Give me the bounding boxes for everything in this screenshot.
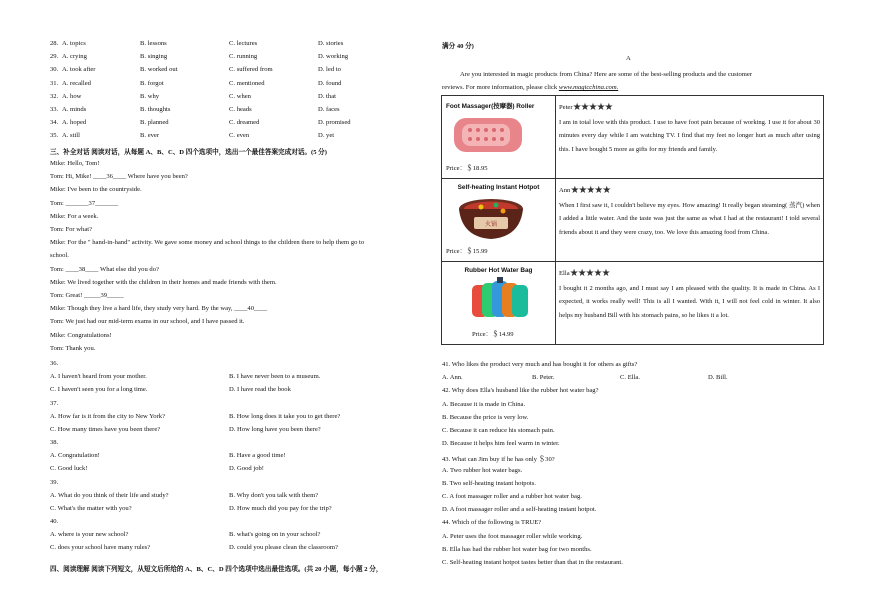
question-number: 35. bbox=[50, 132, 59, 140]
option-d: D. found bbox=[318, 79, 342, 87]
rating-stars-icon: ★★★★★ bbox=[572, 102, 613, 113]
review-cell bbox=[556, 262, 824, 345]
review-text: I bought it 2 months ago, and I must say I am pleased with the quality. It is made in China. As I expected, it works really well! This is all I wanted. With it, I will not feel cold in winter. It also helps my husband Bill with his stomach pains, so he likes it a lot. bbox=[559, 285, 820, 319]
dialogue-line: Mike: Hello, Tom! bbox=[50, 160, 100, 167]
foot-massager-image bbox=[450, 112, 526, 158]
option-d: D. yet bbox=[318, 132, 335, 140]
question-number: 33. bbox=[50, 106, 59, 113]
dialogue-line: Mike: For the " hand-in-hand" activity. We gave some money and school things to the children there to help them go to bbox=[50, 239, 365, 247]
option-d: D. working bbox=[318, 53, 349, 61]
passage-label: A bbox=[626, 55, 631, 62]
svg-text:火锅: 火锅 bbox=[484, 221, 498, 228]
question-number: 28. bbox=[50, 40, 59, 47]
product-name: Rubber Hot Water Bag bbox=[464, 267, 533, 274]
option: C. Self-heating instant hotpot tastes better than that in the restaurant. bbox=[442, 559, 623, 566]
option-d: D. How long have you been there? bbox=[229, 425, 321, 433]
option-a: A. where is your new school? bbox=[50, 531, 129, 539]
option-b: B. lessons bbox=[140, 40, 167, 47]
option-d: D. stories bbox=[318, 40, 344, 47]
dialogue-line: Mike: For a week. bbox=[50, 212, 99, 220]
product-name: Self-heating Instant Hotpot bbox=[457, 184, 540, 191]
option-a: A. still bbox=[62, 132, 80, 140]
option-c: C. when bbox=[229, 92, 251, 100]
option: C. A foot massager roller and a rubber hot water bag. bbox=[442, 493, 582, 500]
option-c: C. Ella. bbox=[620, 374, 640, 382]
dialogue-line: Tom: For what? bbox=[50, 226, 93, 233]
question-number: 34. bbox=[50, 119, 59, 127]
option-row bbox=[50, 132, 430, 144]
option-c: C. I haven't seen you for a long time. bbox=[50, 386, 148, 393]
option-c: C. mentioned bbox=[229, 79, 265, 87]
dialogue-line: Mike: I've been to the countryside. bbox=[50, 186, 142, 194]
option-c: C. heads bbox=[229, 106, 252, 113]
option-b: B. I have never been to a museum. bbox=[229, 373, 321, 380]
question-stem: 41. Who likes the product very much and has bought it for others as gifts? bbox=[442, 361, 638, 368]
rating-stars-icon: ★★★★★ bbox=[570, 185, 611, 196]
option-b: B. Peter. bbox=[532, 374, 555, 382]
dialogue-line: Mike: We lived together with the children in their homes and made friends with them. bbox=[50, 278, 277, 286]
option: A. Because it is made in China. bbox=[442, 400, 526, 408]
option-row bbox=[50, 106, 430, 118]
dialogue-line: Tom: Thank you. bbox=[50, 344, 96, 352]
option-b: B. planned bbox=[140, 119, 169, 127]
hotpot-image bbox=[456, 193, 526, 243]
option-c: C. What's the matter with you? bbox=[50, 504, 132, 512]
question-number: 29. bbox=[50, 53, 59, 61]
review-cell bbox=[556, 96, 824, 179]
option-row bbox=[50, 93, 430, 105]
product-table bbox=[441, 95, 824, 345]
option: D. A foot massager roller and a self-heating instant hotpot. bbox=[442, 506, 597, 514]
option-a: A. how bbox=[62, 92, 82, 100]
option-c: C. suffered from bbox=[229, 66, 273, 74]
review-header bbox=[559, 101, 612, 112]
option-d: D. led to bbox=[318, 66, 341, 74]
website-link[interactable]: www.magicchina.com. bbox=[558, 84, 619, 91]
intro-line-2: reviews. For more information, please click www.magicchina.com. bbox=[442, 84, 619, 91]
section3-title: 三、补全对话 阅读对话，从每题 A、B、C、D 四个选项中，选出一个最佳答案完成对话。(5 分) bbox=[50, 149, 327, 156]
question-number: 39. bbox=[50, 478, 59, 486]
question-number: 38. bbox=[50, 439, 59, 447]
product-row bbox=[442, 262, 824, 345]
option-row bbox=[50, 66, 430, 78]
intro-line-1: Are you interested in magic products from China? Here are some of the best-selling products and the customer bbox=[460, 71, 753, 78]
dialogue-line: Tom: We just had our mid-term exams in our school, and I have passed it. bbox=[50, 318, 245, 326]
option-d: D. How much did you pay for the trip? bbox=[229, 504, 332, 512]
hot-water-bag-image bbox=[470, 277, 532, 323]
option-c: C. lectures bbox=[229, 40, 258, 47]
option: A. Two rubber hot water bags. bbox=[442, 466, 523, 474]
option: A. Peter uses the foot massager roller while working. bbox=[442, 532, 583, 540]
option-b: B. thoughts bbox=[140, 106, 171, 113]
option-c: C. dreamed bbox=[229, 119, 260, 127]
dialogue-line: Tom: Hi, Mike! ____36____ Where have you been? bbox=[50, 173, 188, 181]
option-a: A. took after bbox=[62, 66, 96, 74]
question-number: 31. bbox=[50, 79, 59, 87]
option-d: D. I have read the book bbox=[229, 386, 291, 393]
option-b: B. Why don't you talk with them? bbox=[229, 491, 319, 499]
rating-stars-icon: ★★★★★ bbox=[569, 268, 610, 279]
option-b: B. Have a good time! bbox=[229, 452, 286, 460]
reviewer-name: Peter bbox=[559, 104, 573, 111]
option-d: D. Good job! bbox=[229, 465, 264, 473]
question-number: 36. bbox=[50, 360, 59, 367]
option-a: A. minds bbox=[62, 106, 87, 113]
option-row bbox=[50, 80, 430, 92]
option-d: D. faces bbox=[318, 106, 340, 113]
dialogue-line: Mike: Though they live a hard life, they study very hard. By the way, ____40____ bbox=[50, 305, 268, 313]
section4-title: 四、阅读理解 阅读下列短文，从短文后所给的 A、B、C、D 四个选项中选出最佳选项。(共 20 小题，每小题 2 分， bbox=[50, 566, 383, 573]
option-d: D. that bbox=[318, 92, 336, 100]
question-number: 37. bbox=[50, 399, 59, 407]
option-a: A. Ann. bbox=[442, 374, 463, 382]
question-stem: 43. What can Jim buy if he has only ＄30? bbox=[442, 456, 555, 464]
option-a: A. hoped bbox=[62, 119, 87, 127]
option-row bbox=[50, 40, 430, 52]
option-b: B. what's going on in your school? bbox=[229, 531, 321, 539]
review-header bbox=[559, 184, 610, 195]
dialogue-line: school. bbox=[50, 252, 69, 260]
option-b: B. ever bbox=[140, 132, 160, 140]
product-price: Price：＄14.99 bbox=[472, 331, 514, 338]
question-number: 30. bbox=[50, 66, 59, 74]
question-stem: 44. Which of the following is TRUE? bbox=[442, 519, 542, 527]
option-a: A. I haven't heard from your mother. bbox=[50, 373, 147, 380]
product-cell bbox=[442, 179, 556, 262]
option-c: C. How many times have you been there? bbox=[50, 425, 161, 433]
option-a: A. What do you think of their life and study? bbox=[50, 491, 169, 499]
option-row bbox=[50, 53, 430, 65]
option-b: B. singing bbox=[140, 53, 168, 61]
option-a: A. topics bbox=[62, 40, 86, 47]
product-price: Price：＄18.95 bbox=[446, 165, 488, 172]
product-cell bbox=[442, 262, 556, 345]
dialogue-line: Tom: ____38____ What else did you do? bbox=[50, 265, 159, 273]
dialogue-line: Tom: _______37_______ bbox=[50, 199, 119, 207]
option-a: A. recalled bbox=[62, 79, 91, 87]
question-number: 40. bbox=[50, 518, 59, 526]
option-a: A. Congratulation! bbox=[50, 452, 100, 460]
option: C. Because it can reduce his stomach pain. bbox=[442, 427, 555, 434]
reviewer-name: Ella bbox=[559, 270, 570, 277]
question-stem: 42. Why does Ella's husband like the rubber hot water bag? bbox=[442, 387, 599, 395]
option: B. Two self-heating instant hotpots. bbox=[442, 479, 536, 487]
option-d: D. Bill. bbox=[708, 374, 728, 382]
option-b: B. forgot bbox=[140, 79, 164, 87]
review-text: When I first saw it, I couldn't believe my eyes. How amazing! It really began steaming( 蒸汽) when I added a little water. And the taste was just the same as what I had at the restaurant! I told several friends about it and they were crazy, too. We love this amazing food from China. bbox=[559, 202, 820, 236]
section4-title-cont: 满分 40 分) bbox=[442, 43, 474, 50]
dialogue-line: Mike: Congratulations! bbox=[50, 331, 112, 339]
option-a: A. How far is it from the city to New York? bbox=[50, 412, 166, 420]
option-b: B. worked out bbox=[140, 66, 178, 74]
option-c: C. does your school have many rules? bbox=[50, 544, 151, 552]
option-row bbox=[50, 119, 430, 131]
option-d: D. could you please clean the classroom? bbox=[229, 544, 338, 552]
option-d: D. promised bbox=[318, 119, 351, 127]
option-c: C. even bbox=[229, 132, 250, 140]
option-c: C. running bbox=[229, 53, 258, 61]
dialogue-line: Tom: Great! _____39_____ bbox=[50, 292, 124, 299]
product-name: Foot Massager(按摩器) Roller bbox=[446, 103, 535, 110]
option-a: A. crying bbox=[62, 53, 87, 61]
product-price: Price：＄15.99 bbox=[446, 248, 488, 255]
question-number: 32. bbox=[50, 92, 59, 100]
option: D. Because it helps him feel warm in winter. bbox=[442, 440, 560, 448]
review-text: I am in total love with this product. I use to have foot pain because of working. I use it for about 30 minutes every day while I am watching TV. I find that my feet no longer hurt as much after using this. I have bought 5 more as gifts for my friends and family. bbox=[559, 119, 820, 153]
option-c: C. Good luck! bbox=[50, 465, 88, 473]
review-header bbox=[559, 267, 609, 278]
product-row bbox=[442, 179, 824, 262]
reviewer-name: Ann bbox=[559, 187, 571, 194]
option: B. Because the price is very low. bbox=[442, 413, 529, 421]
option-b: B. How long does it take you to get there? bbox=[229, 412, 341, 420]
product-cell bbox=[442, 96, 556, 179]
review-cell bbox=[556, 179, 824, 262]
option-b: B. why bbox=[140, 92, 160, 100]
product-row bbox=[442, 96, 824, 179]
option: B. Ella has had the rubber hot water bag for two months. bbox=[442, 545, 592, 553]
